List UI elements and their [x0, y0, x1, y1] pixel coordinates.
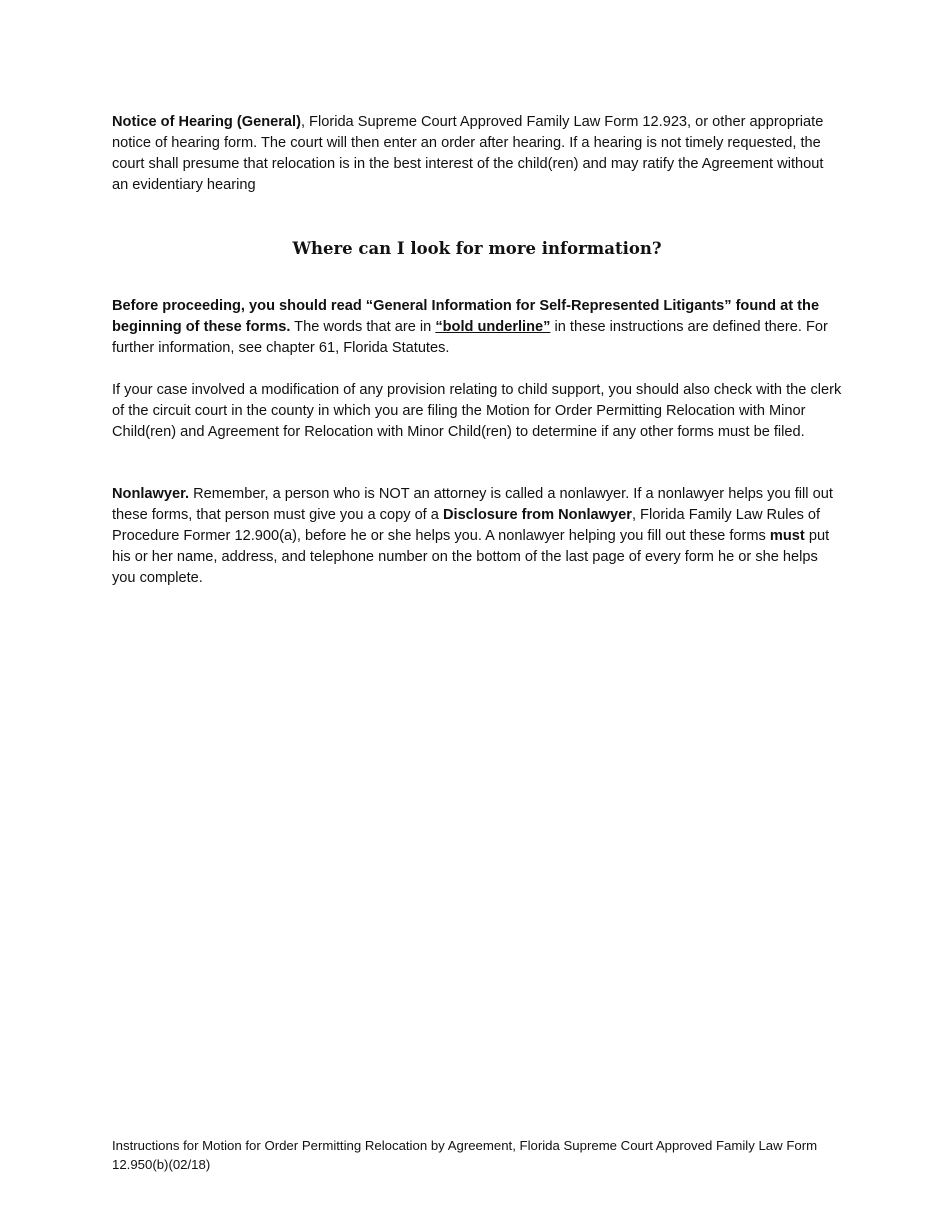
paragraph-child-support: If your case involved a modification of any provision relating to child support, you should also check with the clerk of the circuit court in the county in which you are filing the Motion for Order Permitting Relocation with Minor Child(ren) and Agreement for Relocation with Minor Child(ren) to determine if any other forms must be filed. [112, 382, 842, 440]
before-proceeding-text-2: in these instructions are defined there. For further information, see chapter 61, Florida Statutes. [112, 319, 828, 356]
section-heading: Where can I look for more information? [292, 239, 662, 258]
before-proceeding-text-1: The words that are in [290, 319, 436, 335]
must-emphasis: must [769, 528, 805, 544]
nonlawyer-text-3: put his or her name, address, and telephone number on the bottom of the last page of every form he or she helps you complete. [112, 528, 830, 586]
disclosure-form-name: Disclosure from Nonlawyer [442, 507, 632, 523]
notice-of-hearing-text: , Florida Supreme Court Approved Family Law Form 12.923, or other appropriate notice of hearing form. The court will then enter an order after hearing. If a hearing is not timely requested, the court shall presume that relocation is in the best interest of the child(ren) and may ratify the Agreement without an evidentiary hearing [112, 114, 824, 193]
paragraph-nonlawyer [112, 484, 842, 589]
nonlawyer-text-2: , Florida Family Law Rules of Procedure Former 12.900(a), before he or she helps you. A nonlawyer helping you fill out these forms [112, 507, 821, 544]
nonlawyer-text-1: Remember, a person who is NOT an attorney is called a nonlawyer. If a nonlawyer helps you fill out these forms, that person must give you a copy of a [112, 486, 833, 523]
paragraph-before-proceeding [112, 296, 842, 359]
notice-of-hearing-title: Notice of Hearing (General) [112, 114, 301, 130]
before-proceeding-bold: Before proceeding, you should read “General Information for Self-Represented Litigants” found at the beginning of these forms. [112, 298, 820, 335]
nonlawyer-title: Nonlawyer. [112, 486, 190, 502]
page-footer: Instructions for Motion for Order Permitting Relocation by Agreement, Florida Supreme Court Approved Family Law Form 12.950(b)(02/18) [112, 1138, 818, 1172]
bold-underline-term: “bold underline” [435, 319, 551, 335]
paragraph-notice-of-hearing [112, 112, 842, 196]
